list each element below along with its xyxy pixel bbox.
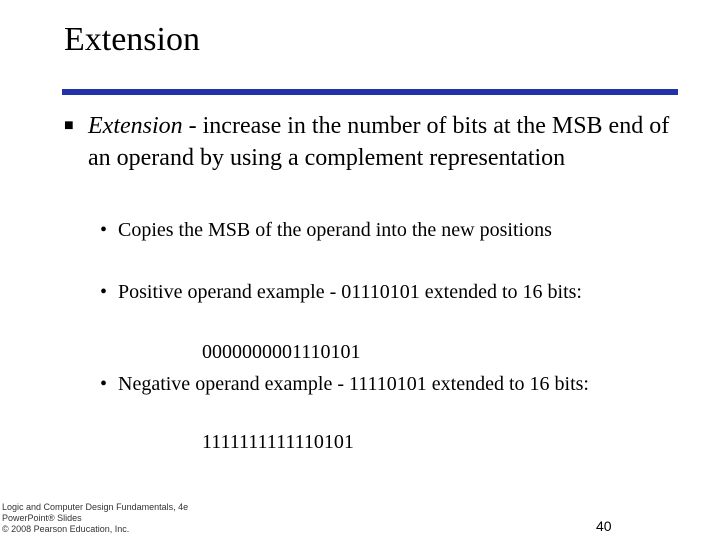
sub-bullet-text: Negative operand example - 11110101 extended to 16 bits: (118, 373, 589, 395)
negative-extension-example: 1111111111110101 (202, 431, 354, 453)
sub-bullet-2 (100, 278, 678, 306)
sub-bullet-text: Positive operand example - 01110101 extended to 16 bits: (118, 281, 582, 303)
slide-title: Extension (64, 21, 200, 58)
footer-line: PowerPoint® Slides (2, 513, 82, 523)
dot-bullet-icon: • (100, 373, 108, 395)
dot-bullet-icon: • (100, 281, 108, 303)
main-bullet (64, 110, 678, 174)
square-bullet-icon: ■ (64, 117, 74, 134)
footer-line: © 2008 Pearson Education, Inc. (2, 524, 130, 534)
footer-line: Logic and Computer Design Fundamentals, 4e (2, 502, 189, 512)
positive-extension-example: 0000000001110101 (202, 341, 361, 363)
sub-bullet-1 (100, 216, 678, 244)
main-bullet-term: Extension (88, 113, 183, 139)
title-rule-bar (62, 89, 678, 95)
slide-footer (2, 502, 188, 535)
sub-bullet-text: Copies the MSB of the operand into the new positions (118, 219, 552, 241)
page-number: 40 (596, 518, 612, 534)
main-bullet-text: - increase in the number of bits at the MSB end of an operand by using a complement representation (88, 113, 670, 171)
dot-bullet-icon: • (100, 219, 108, 241)
title-rule (62, 89, 678, 95)
sub-bullet-3 (100, 370, 678, 398)
